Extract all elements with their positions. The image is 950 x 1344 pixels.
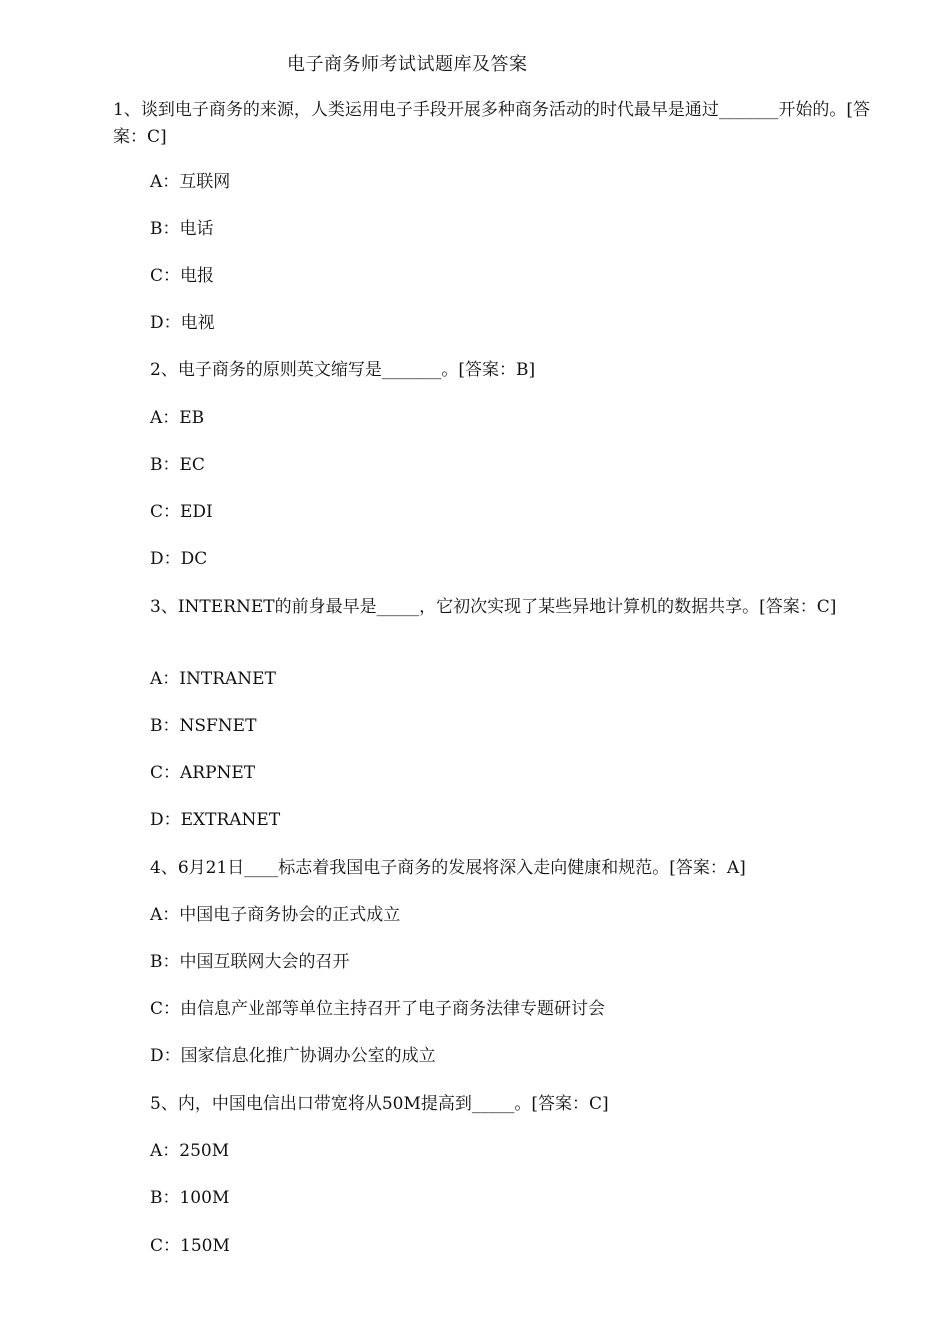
q3-option-b: B：NSFNET — [150, 716, 257, 736]
question-4: 4、6月21日____标志着我国电子商务的发展将深入走向健康和规范。[答案：A] — [150, 858, 746, 878]
q1-option-a: A：互联网 — [150, 172, 231, 192]
q2-option-a: A：EB — [150, 408, 205, 428]
q4-option-a: A：中国电子商务协会的正式成立 — [150, 905, 401, 925]
question-1: 1、谈到电子商务的来源，人类运用电子手段开展多种商务活动的时代最早是通过_______开始的。[答案：C] — [113, 100, 870, 147]
q5-option-b: B：100M — [150, 1188, 230, 1208]
q2-option-b: B：EC — [150, 455, 205, 475]
q1-option-b: B：电话 — [150, 219, 214, 239]
q4-option-c: C：由信息产业部等单位主持召开了电子商务法律专题研讨会 — [150, 999, 606, 1019]
q4-option-d: D：国家信息化推广协调办公室的成立 — [150, 1046, 436, 1066]
q3-option-c: C：ARPNET — [150, 763, 256, 783]
q1-option-d: D：电视 — [150, 313, 215, 333]
question-2: 2、电子商务的原则英文缩写是_______。[答案：B] — [150, 360, 536, 380]
q1-option-c: C：电报 — [150, 266, 215, 286]
q5-option-c: C：150M — [150, 1236, 230, 1256]
q2-option-c: C：EDI — [150, 502, 213, 522]
q4-option-b: B：中国互联网大会的召开 — [150, 952, 350, 972]
question-5: 5、内，中国电信出口带宽将从50M提高到_____。[答案：C] — [150, 1094, 609, 1114]
q2-option-d: D：DC — [150, 549, 208, 569]
q5-option-a: A：250M — [150, 1141, 230, 1161]
q3-option-a: A：INTRANET — [150, 669, 276, 689]
q3-option-d: D：EXTRANET — [150, 810, 281, 830]
document-title: 电子商务师考试试题库及答案 — [287, 54, 528, 75]
question-3: 3、INTERNET的前身最早是_____，它初次实现了某些异地计算机的数据共享。[答案：C] — [150, 597, 837, 617]
